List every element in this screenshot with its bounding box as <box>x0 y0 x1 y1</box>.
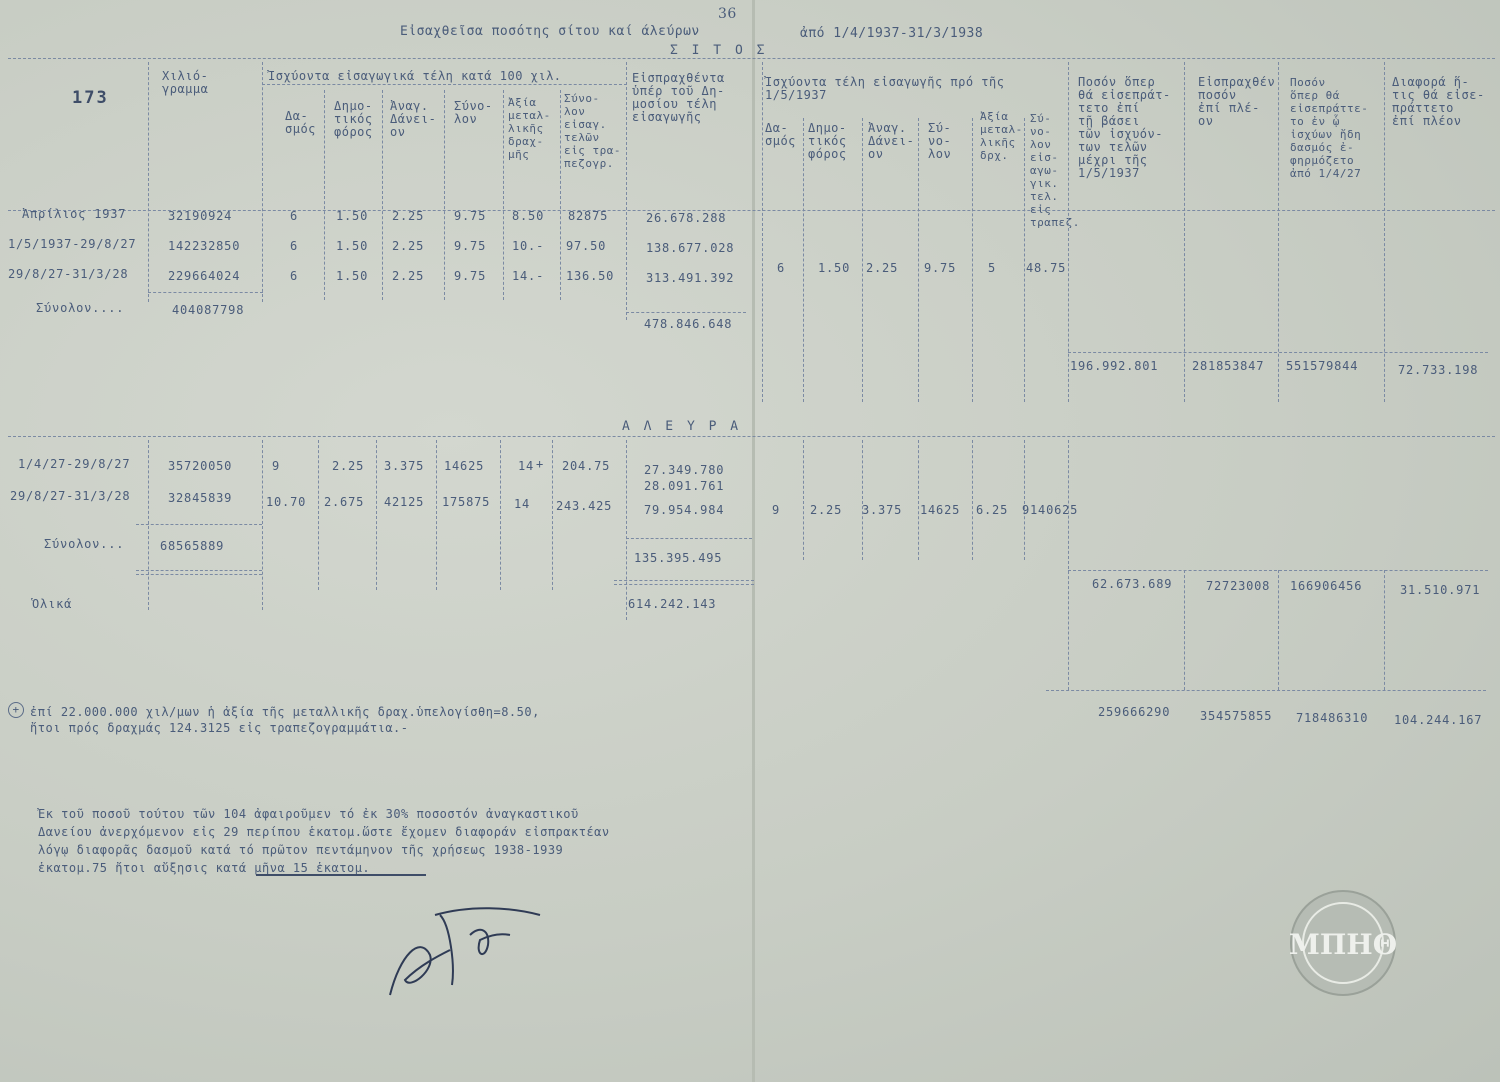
grand-total-eispraxthen: 354575855 <box>1200 709 1273 723</box>
sitos-row-3-eispraxthenta: 313.491.392 <box>646 271 735 285</box>
sitos-row-1-dasmos: 6 <box>290 209 299 223</box>
col-line <box>1384 62 1385 402</box>
col-group-header-left: Ἰσχύοντα εἰσαγωγικά τέλη κατά 100 χιλ. <box>268 69 562 83</box>
col-r-eispraxthen-header: Εἰσπραχθέν ποσόν ἐπί πλέ- ον <box>1198 75 1276 128</box>
sitos-row-3-synolon: 9.75 <box>454 269 487 283</box>
logo-text: ΜΠΗΘ <box>1288 928 1398 961</box>
aleura-row-2-kilo: 32845839 <box>168 491 233 505</box>
col-line <box>803 440 804 560</box>
sitos-row-3-kilo: 229664024 <box>168 269 241 283</box>
aleura-row-1-anag: 3.375 <box>384 459 425 473</box>
col-line <box>1068 440 1069 690</box>
aleura-r-poson-isxyon: 166906456 <box>1290 579 1363 593</box>
col-line <box>444 90 445 300</box>
col-line <box>552 440 553 590</box>
col-r-poson-header: Ποσόν ὅπερ θά εἰσεπράτ- τετο ἐπί τῇ βάσει τῶν ἰσχυόν- των τελῶν μέχρι τῆς 1/5/1937 <box>1078 75 1171 180</box>
col-line <box>262 62 263 302</box>
col-line <box>324 90 325 300</box>
section-aleura: Α Λ Ε Υ Ρ Α <box>622 419 742 434</box>
col-line <box>318 440 319 590</box>
sitos-row-3-period: 29/8/27-31/3/28 <box>8 267 129 281</box>
sitos-row-2-anag: 2.25 <box>392 239 425 253</box>
aleura-row-1-synolon: 14625 <box>444 459 485 473</box>
col-anag-header: Ἀναγ. Δάνει- ον <box>390 99 437 139</box>
col-line <box>972 440 973 560</box>
aleura-r-syn-eisag: 9140625 <box>1022 503 1079 517</box>
col-group-header-right: Ἰσχύοντα τέλη εἰσαγωγῆς πρό τῆς 1/5/1937 <box>765 75 1005 102</box>
col-syn-eisag-header: Σύνο- λον εἰσαγ. τελῶν εἰς τρα- πεζογρ. <box>564 92 621 170</box>
col-line <box>1184 62 1185 402</box>
rule-olika-3 <box>614 580 754 581</box>
col-r-syn-eisag-header: Σύ- νο- λον εἰσ- αγω- γικ. τελ. εἰς τραπεζ. <box>1030 112 1080 229</box>
rule-aleura-right-total <box>1068 570 1488 571</box>
col-line <box>1384 570 1385 690</box>
aleura-row-1-syn-eisag: 204.75 <box>562 459 611 473</box>
grand-total-diafora: 104.244.167 <box>1394 713 1483 727</box>
rule-grand-totals <box>1046 690 1486 691</box>
col-line <box>762 62 763 402</box>
sitos-row-2-synolon: 9.75 <box>454 239 487 253</box>
col-r-poson-isxyon-header: Ποσόν ὅπερ θά εἰσεπράττε- το ἐν ᾧ ἰσχύων ἤδη δασμός ἐ- φηρμόζετο ἀπό 1/4/27 <box>1290 76 1369 180</box>
col-eispraxthenta-header: Εἰσπραχθέντα ὑπέρ τοῦ Δη- μοσίου τέλη εἰσαγωγῆς <box>632 71 725 124</box>
rule-sitos-eisp-total <box>626 312 746 313</box>
aleura-row-2-dasmos: 10.70 <box>266 495 307 509</box>
rule-olika-1 <box>136 570 262 571</box>
sitos-row-1-syn-eisag: 82875 <box>568 209 609 223</box>
note-line-1: Ἐκ τοῦ ποσοῦ τούτου τῶν 104 ἀφαιροῦμεν τό ἐκ 30% ποσοστόν ἀναγκαστικοῦ <box>38 807 579 821</box>
aleura-row-2-syn-eisag: 243.425 <box>556 499 613 513</box>
grand-total-poson-isxyon: 718486310 <box>1296 711 1369 725</box>
sitos-r-anag: 2.25 <box>866 261 899 275</box>
mpith-logo <box>1288 888 1398 998</box>
aleura-row-1-dimotikos: 2.25 <box>332 459 365 473</box>
col-line <box>1278 570 1279 690</box>
col-line <box>862 440 863 560</box>
col-line <box>503 90 504 300</box>
aleura-row-1-axia: 14 <box>518 459 535 473</box>
sitos-row-2-syn-eisag: 97.50 <box>566 239 607 253</box>
sitos-total-label: Σύνολον.... <box>36 301 125 315</box>
col-line <box>1278 62 1279 402</box>
note-underline <box>256 874 426 876</box>
sitos-row-3-axia: 14.- <box>512 269 545 283</box>
footnote-line-1: ἐπί 22.000.000 χιλ/μων ἡ ἀξία τῆς μεταλλικῆς δραχ.ὑπελογίσθη=8.50, <box>30 705 540 719</box>
col-line <box>376 440 377 590</box>
aleura-r-eispraxthen: 72723008 <box>1206 579 1271 593</box>
col-line <box>626 440 627 620</box>
rule-group-left <box>262 84 627 85</box>
sitos-row-2-eispraxthenta: 138.677.028 <box>646 241 735 255</box>
sitos-total-eispraxthenta: 478.846.648 <box>644 317 733 331</box>
page-number: 36 <box>718 6 737 22</box>
col-r-dasmos-header: Δα- σμός <box>765 121 796 148</box>
col-r-synolon-header: Σύ- νο- λον <box>928 121 952 161</box>
sitos-r-synolon: 9.75 <box>924 261 957 275</box>
sitos-r-poson: 196.992.801 <box>1070 359 1159 373</box>
col-r-diafora-header: Διαφορά ἥ- τις θά εἰσε- πράττετο ἐπί πλέον <box>1392 75 1485 128</box>
aleura-r-anag: 3.375 <box>862 503 903 517</box>
sitos-row-2-kilo: 142232850 <box>168 239 241 253</box>
col-kilo-header: Χιλιό- γραμμα <box>162 69 209 96</box>
sitos-row-3-dimotikos: 1.50 <box>336 269 369 283</box>
rule-top <box>8 58 1495 59</box>
rule-sitos-right-total <box>1068 352 1488 353</box>
col-line <box>862 118 863 402</box>
sitos-row-3-dasmos: 6 <box>290 269 299 283</box>
sitos-row-1-period: Ἀπρίλιος 1937 <box>22 207 127 221</box>
aleura-r-synolon: 14625 <box>920 503 961 517</box>
col-line <box>626 62 627 320</box>
sitos-row-2-dasmos: 6 <box>290 239 299 253</box>
handwritten-signature <box>380 895 560 1015</box>
note-line-3: λόγῳ διαφορᾶς δασμοῦ κατά τό πρῶτον πεντάμηνον τῆς χρήσεως 1938-1939 <box>38 843 564 857</box>
rule-aleura-eisp-total <box>626 538 752 539</box>
sitos-r-dimotikos: 1.50 <box>818 261 851 275</box>
col-line <box>1184 570 1185 690</box>
aleura-r-axia: 6.25 <box>976 503 1009 517</box>
sitos-row-3-anag: 2.25 <box>392 269 425 283</box>
col-line <box>148 62 149 302</box>
document-period: ἀπό 1/4/1937-31/3/1938 <box>800 26 984 41</box>
note-line-4: ἑκατομ.75 ἤτοι αὔξησις κατά μῆνα 15 ἑκατομ. <box>38 861 371 875</box>
rule-aleura-total <box>136 524 262 525</box>
sitos-row-2-period: 1/5/1937-29/8/27 <box>8 237 137 251</box>
aleura-row-1-period: 1/4/27-29/8/27 <box>18 457 131 471</box>
grand-total-poson: 259666290 <box>1098 705 1171 719</box>
rule-aleura <box>8 436 1495 437</box>
aleura-r-diafora: 31.510.971 <box>1400 583 1481 597</box>
col-line <box>803 118 804 402</box>
col-dasmos-header: Δα- σμός <box>285 109 316 136</box>
page-fold <box>752 0 755 1082</box>
col-line <box>560 90 561 300</box>
sitos-row-1-axia: 8.50 <box>512 209 545 223</box>
col-line <box>382 90 383 300</box>
sitos-r-syn-eisag: 48.75 <box>1026 261 1067 275</box>
col-line <box>262 440 263 610</box>
sitos-row-1-eispraxthenta: 26.678.288 <box>646 211 727 225</box>
col-axia-header: Ἀξία μεταλ- λικῆς δραχ- μῆς <box>508 96 551 161</box>
col-r-dimotikos-header: Δημο- τικός φόρος <box>808 121 847 161</box>
col-line <box>918 118 919 402</box>
col-line <box>972 118 973 402</box>
footnote-marker: + <box>8 702 24 718</box>
rule-sitos-total <box>148 292 263 293</box>
col-line <box>436 440 437 590</box>
section-sitos: Σ Ι Τ Ο Σ <box>670 43 768 58</box>
col-r-anag-header: Ἀναγ. Δάνει- ον <box>868 121 915 161</box>
aleura-row-2-eispraxthenta: 79.954.984 <box>644 503 725 517</box>
aleura-total-label: Σύνολον... <box>44 537 125 551</box>
col-line <box>1068 62 1069 402</box>
olika-eispraxthenta: 614.242.143 <box>628 597 717 611</box>
col-line <box>148 440 149 610</box>
aleura-footnote-marker: + <box>536 457 544 471</box>
aleura-row-2-dimotikos: 2.675 <box>324 495 365 509</box>
aleura-total-kilo: 68565889 <box>160 539 225 553</box>
aleura-row-2-axia: 14 <box>514 497 531 511</box>
aleura-r-poson: 62.673.689 <box>1092 577 1173 591</box>
sitos-row-1-dimotikos: 1.50 <box>336 209 369 223</box>
sitos-row-1-kilo: 32190924 <box>168 209 233 223</box>
olika-label: Ὁλικά <box>32 597 73 611</box>
sitos-row-1-anag: 2.25 <box>392 209 425 223</box>
col-line <box>1024 440 1025 560</box>
rule-olika-2 <box>136 574 262 575</box>
col-line <box>918 440 919 560</box>
aleura-row-2-anag: 42125 <box>384 495 425 509</box>
col-line <box>1024 118 1025 402</box>
aleura-row-1-kilo: 35720050 <box>168 459 233 473</box>
col-line <box>500 440 501 590</box>
col-synolon-header: Σύνο- λον <box>454 99 493 126</box>
aleura-row-1-dasmos: 9 <box>272 459 281 473</box>
col-r-axia-header: Ἀξία μεταλ- λικῆς δρχ. <box>980 110 1023 162</box>
sitos-r-eispraxthen: 281853847 <box>1192 359 1265 373</box>
col-dimotikos-header: Δημο- τικός φόρος <box>334 99 373 139</box>
aleura-row-2-period: 29/8/27-31/3/28 <box>10 489 131 503</box>
sitos-r-poson-isxyon: 551579844 <box>1286 359 1359 373</box>
sitos-row-3-syn-eisag: 136.50 <box>566 269 615 283</box>
aleura-row-2-extra: 28.091.761 <box>644 479 725 493</box>
document-title: Εἰσαχθεῖσα ποσότης σίτου καί άλεύρων <box>400 24 700 39</box>
sitos-total-kilo: 404087798 <box>172 303 245 317</box>
sitos-r-dasmos: 6 <box>777 261 786 275</box>
aleura-r-dimotikos: 2.25 <box>810 503 843 517</box>
sitos-r-axia: 5 <box>988 261 997 275</box>
sitos-row-2-dimotikos: 1.50 <box>336 239 369 253</box>
sitos-r-diafora: 72.733.198 <box>1398 363 1479 377</box>
footnote-line-2: ἤτοι πρός δραχμάς 124.3125 εἰς τραπεζογραμμάτια.- <box>30 721 409 735</box>
rule-olika-4 <box>614 584 754 585</box>
sitos-row-1-synolon: 9.75 <box>454 209 487 223</box>
aleura-row-1-eispraxthenta: 27.349.780 <box>644 463 725 477</box>
aleura-row-2-synolon: 175875 <box>442 495 491 509</box>
doc-number: 173 <box>72 88 109 108</box>
note-line-2: Δανείου ἀνερχόμενον εἰς 29 περίπου ἑκατομ.ὥστε ἔχομεν διαφοράν εἰσπρακτέαν <box>38 825 610 839</box>
aleura-total-eispraxthenta: 135.395.495 <box>634 551 723 565</box>
aleura-r-dasmos: 9 <box>772 503 781 517</box>
sitos-row-2-axia: 10.- <box>512 239 545 253</box>
